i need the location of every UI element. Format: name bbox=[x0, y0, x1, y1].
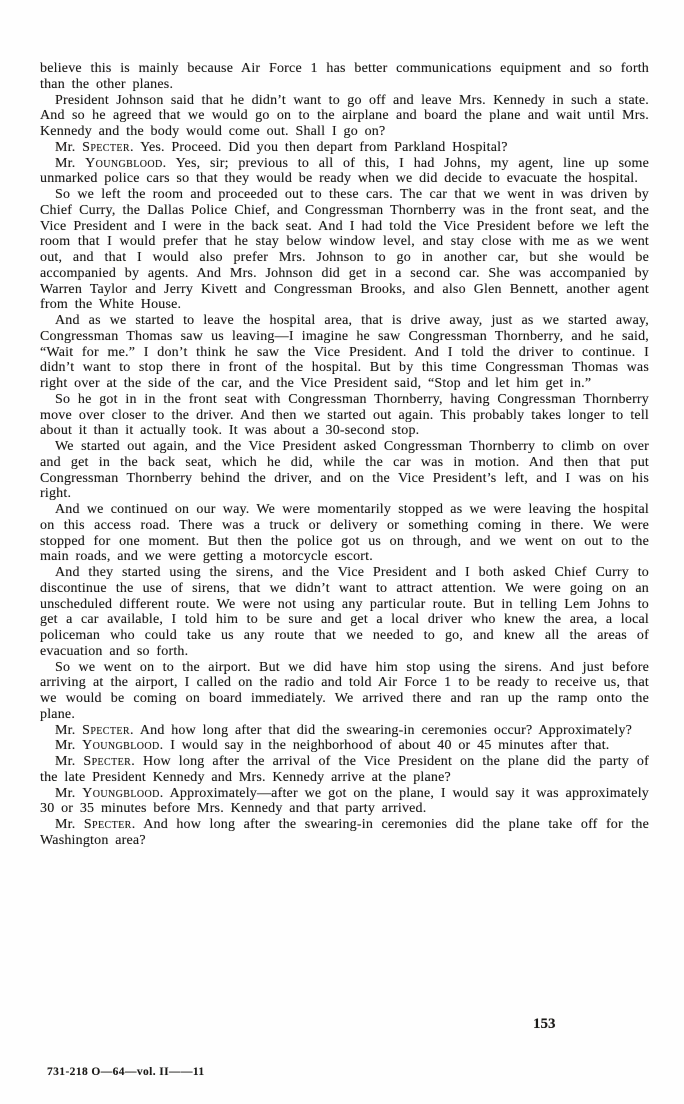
print-code-footer: 731-218 O—64—vol. II——11 bbox=[47, 1066, 205, 1078]
speaker-prefix: Mr. bbox=[55, 754, 76, 769]
paragraph bbox=[40, 156, 649, 188]
paragraph bbox=[40, 392, 649, 439]
paragraph-text: And as we started to leave the hospital area, that is drive away, just as we started away, Congressman Thomas saw us leaving—I imagine he saw Congressman Thornberry, and he said, “Wait for me.” I don’t think he saw the Vice President. And I told the driver to continue. I didn’t want to stop there in front of the hospital. But by this time Congressman Thomas was right over at the side of the car, and the Vice President said, “Stop and let him get in.” bbox=[40, 313, 649, 391]
paragraph bbox=[40, 93, 649, 140]
speaker-name: Specter. bbox=[83, 817, 136, 832]
speaker-prefix: Mr. bbox=[55, 817, 76, 832]
paragraph bbox=[40, 786, 649, 818]
paragraph bbox=[40, 61, 649, 93]
paragraph-text: So we went on to the airport. But we did have him stop using the sirens. And just before arriving at the airport, I called on the radio and told Air Force 1 to be ready to receive us, that we would be coming on board immediately. We arrived there and ran up the ramp onto the plane. bbox=[40, 659, 649, 722]
speaker-prefix: Mr. bbox=[55, 155, 76, 171]
paragraph-text: Approximately—after we got on the plane, I would say it was approximately 30 or 35 minutes before Mrs. Kennedy and that party arrived. bbox=[40, 785, 650, 817]
paragraph bbox=[40, 502, 649, 565]
paragraph-text: So he got in in the front seat with Congressman Thornberry, having Congressman Thornberry move over closer to the driver. And then we started out again. This probably takes longer to tell about it than it actually took. It was about a 30-second stop. bbox=[40, 391, 649, 439]
paragraph-text: We started out again, and the Vice President asked Congressman Thornberry to climb on over and get in the back seat, which he did, while the car was in motion. And then that put Congressman Thornberry behind the driver, and on the Vice President’s left, and I was on his right. bbox=[40, 439, 649, 502]
paragraph bbox=[40, 439, 649, 502]
paragraph bbox=[40, 187, 649, 313]
paragraph bbox=[40, 565, 649, 660]
paragraph-text: And they started using the sirens, and the Vice President and I both asked Chief Curry to discontinue the use of sirens, that we didn’t want to attract attention. We were going on an unscheduled different route. We were not using any particular route. But in telling Lem Johns to get a car available, I told him to be sure and get a local driver who knew the area, a local policeman who could take us any route that we needed to go, and knew all the areas of evacuation and so forth. bbox=[40, 565, 649, 659]
speaker-name: Specter. bbox=[82, 722, 134, 738]
paragraph-text: Yes, sir; previous to all of this, I had Johns, my agent, line up some unmarked police cars so that they would be ready when we did decide to evacuate the hospital. bbox=[40, 155, 649, 187]
paragraph-text: President Johnson said that he didn’t want to go off and leave Mrs. Kennedy in such a state. And so he agreed that we would go on to the airplane and board the plane and wait until Mrs. Kennedy and the body would come out. Shall I go on? bbox=[40, 92, 649, 139]
paragraph-text: How long after the arrival of the Vice President on the plane did the party of the late President Kennedy and Mrs. Kennedy arrive at the plane? bbox=[40, 754, 649, 785]
page-number: 153 bbox=[533, 1016, 556, 1032]
text-column bbox=[40, 61, 649, 849]
paragraph bbox=[40, 754, 649, 786]
speaker-name: Youngblood. bbox=[82, 785, 164, 801]
paragraph bbox=[40, 140, 649, 156]
paragraph bbox=[40, 738, 649, 754]
paragraph-text: believe this is mainly because Air Force 1 has better communications equipment and so forth than the other planes. bbox=[40, 61, 649, 92]
paragraph bbox=[40, 817, 649, 849]
speaker-prefix: Mr. bbox=[55, 722, 76, 738]
paragraph-text: And we continued on our way. We were momentarily stopped as we were leaving the hospital on this access road. There was a truck or delivery or something coming in there. We were stopped for one moment. But then the police got us on through, and we went on out to the main roads, and we were getting a motorcycle escort. bbox=[40, 502, 649, 565]
paragraph bbox=[40, 313, 649, 392]
speaker-prefix: Mr. bbox=[55, 785, 76, 801]
speaker-name: Specter. bbox=[83, 754, 136, 769]
paragraph-text: So we left the room and proceeded out to these cars. The car that we went in was driven by Chief Curry, the Dallas Police Chief, and Congressman Thornberry was in the front seat, and the Vice President and I were in the back seat. And I had told the Vice President before we left the room that I would prefer that he stay below window level, and stay close with me as we went out, and that I would also prefer Mrs. Johnson to go in another car, but she would be accompanied by agents. And Mrs. Johnson did get in a second car. She was accompanied by Warren Taylor and Jerry Kivett and Congressman Brooks, and also Glen Bennett, another agent from the White House. bbox=[40, 187, 649, 313]
paragraph bbox=[40, 660, 649, 723]
speaker-name: Specter. bbox=[82, 139, 134, 155]
speaker-prefix: Mr. bbox=[55, 139, 76, 155]
speaker-prefix: Mr. bbox=[55, 738, 76, 754]
paragraph-text: I would say in the neighborhood of about 40 or 45 minutes after that. bbox=[170, 738, 610, 754]
paragraph-text: Yes. Proceed. Did you then depart from Parkland Hospital? bbox=[140, 139, 508, 155]
paragraph bbox=[40, 723, 649, 739]
speaker-name: Youngblood. bbox=[85, 155, 167, 171]
paragraph-text: And how long after the swearing-in ceremonies did the plane take off for the Washington area? bbox=[40, 817, 649, 848]
paragraph-text: And how long after that did the swearing-in ceremonies occur? Approximately? bbox=[139, 722, 633, 738]
speaker-name: Youngblood. bbox=[82, 738, 164, 754]
